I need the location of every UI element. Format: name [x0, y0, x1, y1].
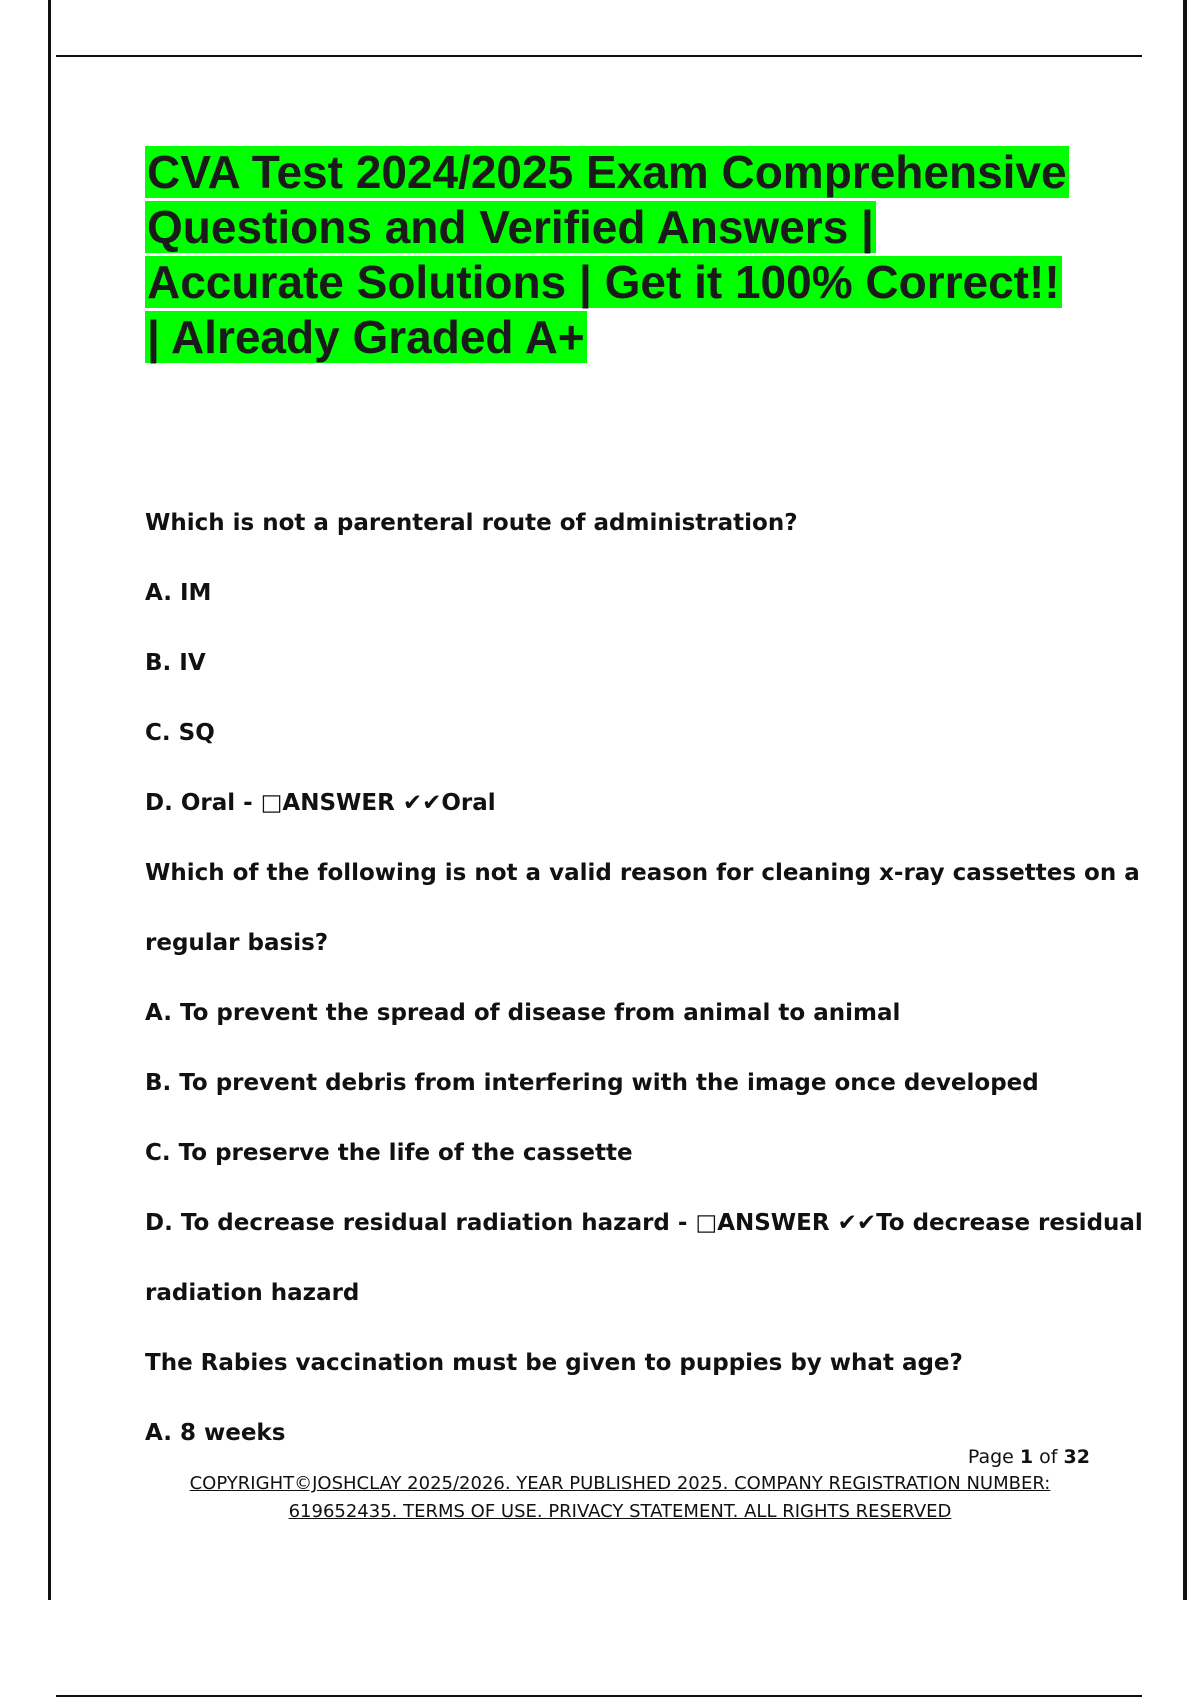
- question-text: Which is not a parenteral route of administration?: [145, 510, 798, 536]
- answer-option: B. IV: [145, 650, 206, 676]
- header-rule: [56, 55, 1142, 57]
- page-border-right: [1183, 0, 1187, 1600]
- bottom-rule: [56, 1695, 1142, 1697]
- copyright-line-1: COPYRIGHT©JOSHCLAY 2025/2026. YEAR PUBLISHED 2025. COMPANY REGISTRATION NUMBER:: [189, 1473, 1051, 1494]
- answer-option: C. To preserve the life of the cassette: [145, 1140, 633, 1166]
- copyright-line-2: 619652435. TERMS OF USE. PRIVACY STATEMENT. ALL RIGHTS RESERVED: [288, 1501, 952, 1522]
- page-footer: [150, 1444, 1090, 1526]
- question-text-continued: regular basis?: [145, 930, 329, 956]
- question-text: The Rabies vaccination must be given to puppies by what age?: [145, 1350, 963, 1376]
- answer-option: A. 8 weeks: [145, 1420, 286, 1446]
- answer-option: C. SQ: [145, 720, 215, 746]
- answer-option: A. IM: [145, 580, 212, 606]
- page-total: 32: [1063, 1446, 1090, 1468]
- answer-option: B. To prevent debris from interfering with the image once developed: [145, 1070, 1039, 1096]
- page-of: of: [1039, 1446, 1058, 1468]
- page-number: [150, 1444, 1090, 1470]
- answer-option-correct: D. To decrease residual radiation hazard - □ANSWER ✔✔To decrease residual: [145, 1210, 1143, 1236]
- answer-option-correct: D. Oral - □ANSWER ✔✔Oral: [145, 790, 496, 816]
- page-label: Page: [967, 1446, 1014, 1468]
- question-content: [145, 488, 1143, 1468]
- page-border-left: [48, 0, 51, 1600]
- question-text: Which of the following is not a valid reason for cleaning x-ray cassettes on a: [145, 860, 1140, 886]
- copyright-notice: [150, 1470, 1090, 1526]
- page-current: 1: [1019, 1446, 1034, 1468]
- document-title-text: CVA Test 2024/2025 Exam Comprehensive Questions and Verified Answers | Accurate Solutions | Get it 100% Correct!! | Already Graded A+: [147, 146, 1067, 363]
- answer-option: A. To prevent the spread of disease from animal to animal: [145, 1000, 901, 1026]
- answer-option-continued: radiation hazard: [145, 1280, 360, 1306]
- document-title: [145, 145, 1075, 365]
